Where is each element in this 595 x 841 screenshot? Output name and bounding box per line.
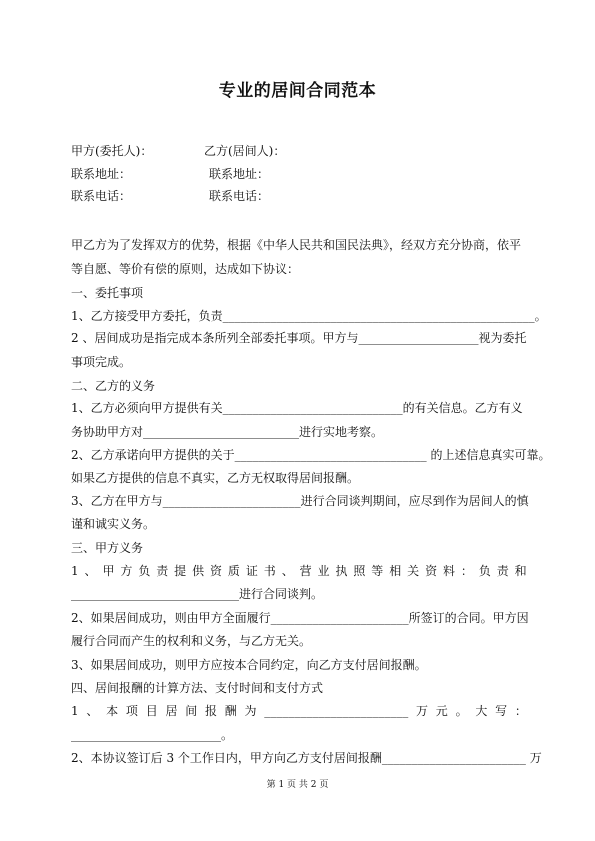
- justified-text-segment: ________________________: [264, 704, 409, 718]
- justified-text-segment: ：: [514, 704, 527, 718]
- section-4-heading: 四、居间报酬的计算方法、支付时间和支付方式: [71, 681, 324, 695]
- section-3-item-1-line-1: [71, 563, 527, 579]
- justified-text-segment: 居: [165, 704, 178, 718]
- justified-text-segment: 业: [317, 564, 330, 578]
- section-1-item-2-line-1: 2 、居间成功是指完成本条所列全部委托事项。甲方与____________________视为委托: [71, 331, 527, 345]
- justified-text-segment: 料: [442, 564, 455, 578]
- justified-text-segment: 间: [185, 704, 198, 718]
- justified-text-segment: 、: [84, 564, 97, 578]
- section-3-item-3: 3、如果居间成功，则甲方应按本合同约定，向乙方支付居间报酬。: [71, 658, 427, 672]
- justified-text-segment: 元: [435, 704, 448, 718]
- document-title: 专业的居间合同范本: [218, 81, 377, 101]
- intro-line-1: 甲乙方为了发挥双方的优势，根据《中华人民共和国民法典》，经双方充分协商，依平: [71, 238, 522, 252]
- justified-text-segment: 书: [263, 564, 276, 578]
- section-1-item-1: 1、乙方接受甲方委托，负责____________________________________________________。: [71, 309, 547, 323]
- party-a-phone-label: 联系电话：: [71, 189, 132, 203]
- justified-text-segment: 责: [496, 564, 509, 578]
- justified-text-segment: 甲: [102, 564, 115, 578]
- justified-text-segment: 万: [416, 704, 429, 718]
- justified-text-segment: 营: [299, 564, 312, 578]
- justified-text-segment: 大: [475, 704, 488, 718]
- section-2-item-2-line-1: 2、乙方承诺向甲方提供的关于________________________________ 的上述信息真实可靠。: [71, 448, 551, 462]
- justified-text-segment: 方: [120, 564, 133, 578]
- justified-text-segment: 资: [425, 564, 438, 578]
- justified-text-segment: 。: [455, 704, 468, 718]
- page-number: 第 1 页 共 2 页: [266, 780, 329, 790]
- justified-text-segment: 和: [514, 564, 527, 578]
- section-2-item-3-line-2: 谨和诚实义务。: [71, 517, 156, 531]
- section-2-item-2-line-2: 如果乙方提供的信息不真实，乙方无权取得居间报酬。: [71, 471, 360, 485]
- section-3-item-1-line-2: ____________________________进行合同谈判。: [71, 587, 324, 601]
- justified-text-segment: 供: [192, 564, 205, 578]
- justified-text-segment: 照: [353, 564, 366, 578]
- justified-text-segment: 目: [145, 704, 158, 718]
- justified-text-segment: 写: [495, 704, 508, 718]
- party-a-address-label: 联系地址：: [71, 167, 132, 181]
- party-b-phone-label: 联系电话：: [209, 189, 270, 203]
- justified-text-segment: 负: [478, 564, 491, 578]
- section-2-item-1-line-2: 务协助甲方对__________________________进行实地考察。: [71, 425, 384, 439]
- party-b-label: 乙方(居间人)：: [204, 144, 286, 158]
- justified-text-segment: 报: [204, 704, 217, 718]
- section-3-item-2-line-1: 2、如果居间成功，则由甲方全面履行_______________________所签订的合同。甲方因: [71, 611, 529, 625]
- justified-text-segment: 提: [174, 564, 187, 578]
- justified-text-segment: 质: [227, 564, 240, 578]
- justified-text-segment: 、: [86, 704, 99, 718]
- justified-text-segment: 等: [371, 564, 384, 578]
- section-2-heading: 二、乙方的义务: [71, 379, 156, 393]
- intro-line-2: 等自愿、等价有偿的原则，达成如下协议：: [71, 262, 300, 276]
- justified-text-segment: 本: [106, 704, 119, 718]
- justified-text-segment: 项: [125, 704, 138, 718]
- justified-text-segment: 执: [335, 564, 348, 578]
- justified-text-segment: ：: [460, 564, 473, 578]
- section-1-item-2-line-2: 事项完成。: [71, 355, 132, 369]
- party-a-label: 甲方(委托人)：: [71, 144, 153, 158]
- section-4-item-1-line-2: _________________________。: [71, 728, 234, 742]
- justified-text-segment: 酬: [224, 704, 237, 718]
- section-2-item-3-line-1: 3、乙方在甲方与_______________________进行合同谈判期间，应尽到作为居间人的慎: [71, 494, 529, 508]
- justified-text-segment: 证: [245, 564, 258, 578]
- section-4-item-1-line-1: [71, 703, 527, 719]
- justified-text-segment: 关: [407, 564, 420, 578]
- justified-text-segment: 资: [210, 564, 223, 578]
- justified-text-segment: 、: [281, 564, 294, 578]
- section-1-heading: 一、委托事项: [71, 286, 144, 300]
- section-4-item-2-line-1: 2、本协议签订后 3 个工作日内，甲方向乙方支付居间报酬________________________ 万: [71, 751, 542, 765]
- justified-text-segment: 为: [244, 704, 257, 718]
- section-3-item-2-line-2: 履行合同而产生的权利和义务，与乙方无关。: [71, 634, 312, 648]
- section-2-item-1-line-1: 1、乙方必须向甲方提供有关______________________________的有关信息。乙方有义: [71, 401, 523, 415]
- justified-text-segment: 相: [389, 564, 402, 578]
- justified-text-segment: 1: [71, 564, 79, 578]
- justified-text-segment: 1: [71, 704, 79, 718]
- section-3-heading: 三、甲方义务: [71, 541, 144, 555]
- party-b-address-label: 联系地址：: [209, 167, 270, 181]
- justified-text-segment: 负: [138, 564, 151, 578]
- justified-text-segment: 责: [156, 564, 169, 578]
